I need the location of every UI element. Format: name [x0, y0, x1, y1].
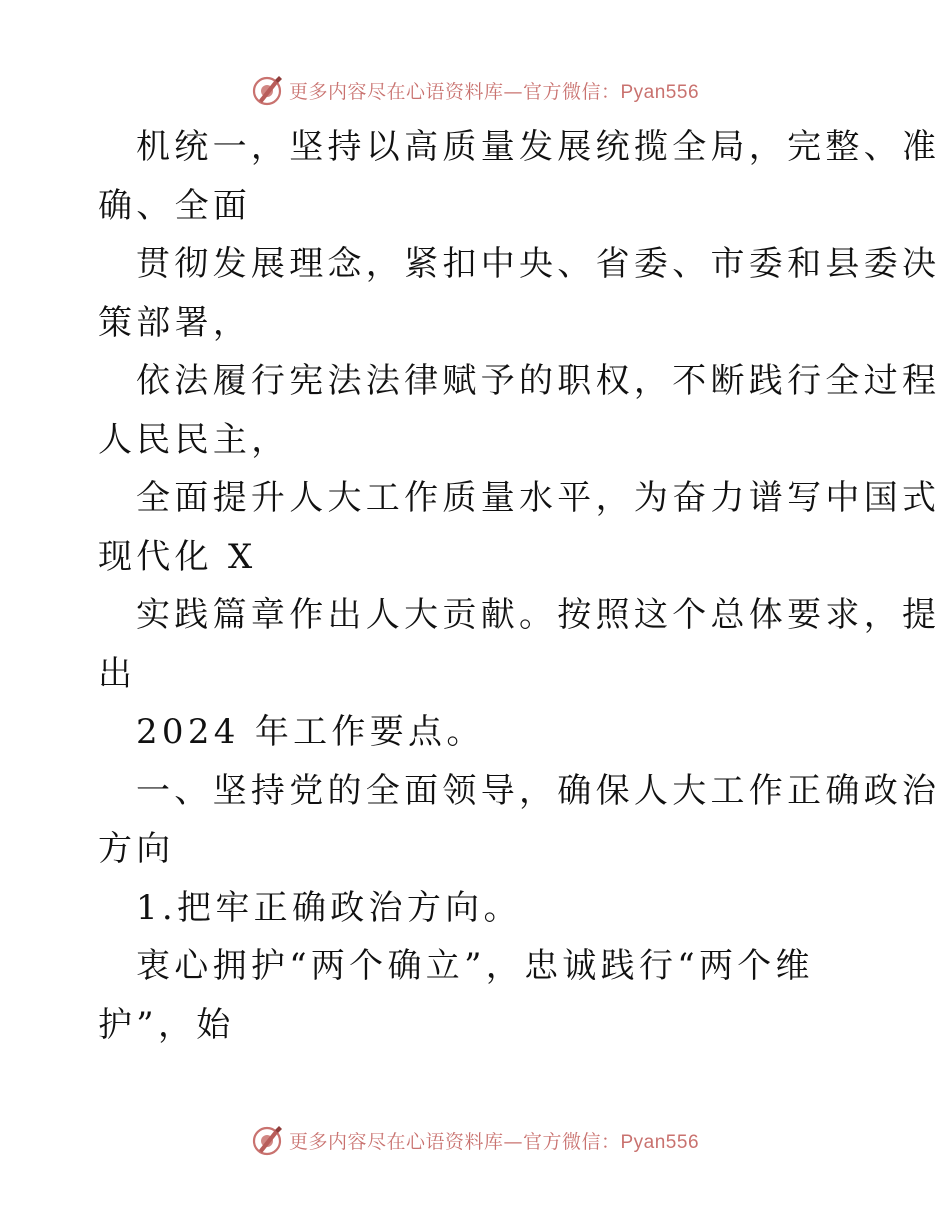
watermark-prefix: 更多内容尽在心语资料库	[288, 1130, 504, 1153]
watermark-header	[0, 70, 950, 110]
pen-circle-logo-icon	[251, 1124, 283, 1156]
text-line: 人民民主，	[98, 419, 290, 460]
text-line: 出	[98, 653, 137, 694]
text-line: 护”，始	[98, 1004, 235, 1045]
watermark-separator: —	[503, 80, 523, 103]
watermark-middle: 官方微信：	[522, 1130, 621, 1153]
text-line: 机统一，坚持以高质量发展统揽全局，完整、准	[136, 127, 941, 167]
watermark-text	[289, 77, 699, 104]
text-line: 确、全面	[98, 185, 252, 226]
text-line: 衷心拥护“两个确立”，忠诚践行“两个维	[136, 946, 814, 986]
text-line: 策部署，	[98, 302, 252, 343]
document-body	[98, 118, 941, 1054]
watermark-separator: —	[503, 1130, 523, 1153]
watermark-id: Pyan556	[620, 1131, 700, 1153]
text-line: 一、坚持党的全面领导，确保人大工作正确政治	[136, 770, 941, 811]
text-line: 依法履行宪法法律赋予的职权，不断践行全过程	[136, 361, 941, 401]
watermark-middle: 官方微信：	[522, 80, 621, 103]
watermark-text	[289, 1127, 699, 1154]
watermark-footer	[0, 1120, 950, 1160]
text-line: 现代化 X	[98, 536, 257, 577]
text-line: 全面提升人大工作质量水平，为奋力谱写中国式	[136, 478, 941, 518]
pen-circle-logo-icon	[251, 74, 283, 106]
watermark-id: Pyan556	[620, 81, 700, 103]
text-line: 贯彻发展理念，紧扣中央、省委、市委和县委决	[136, 244, 941, 284]
watermark-prefix: 更多内容尽在心语资料库	[288, 80, 504, 103]
text-line: 2024 年工作要点。	[136, 712, 485, 752]
text-line: 1.把牢正确政治方向。	[136, 887, 522, 928]
text-line: 实践篇章作出人大贡献。按照这个总体要求，提	[136, 595, 941, 635]
text-line: 方向	[98, 829, 175, 869]
